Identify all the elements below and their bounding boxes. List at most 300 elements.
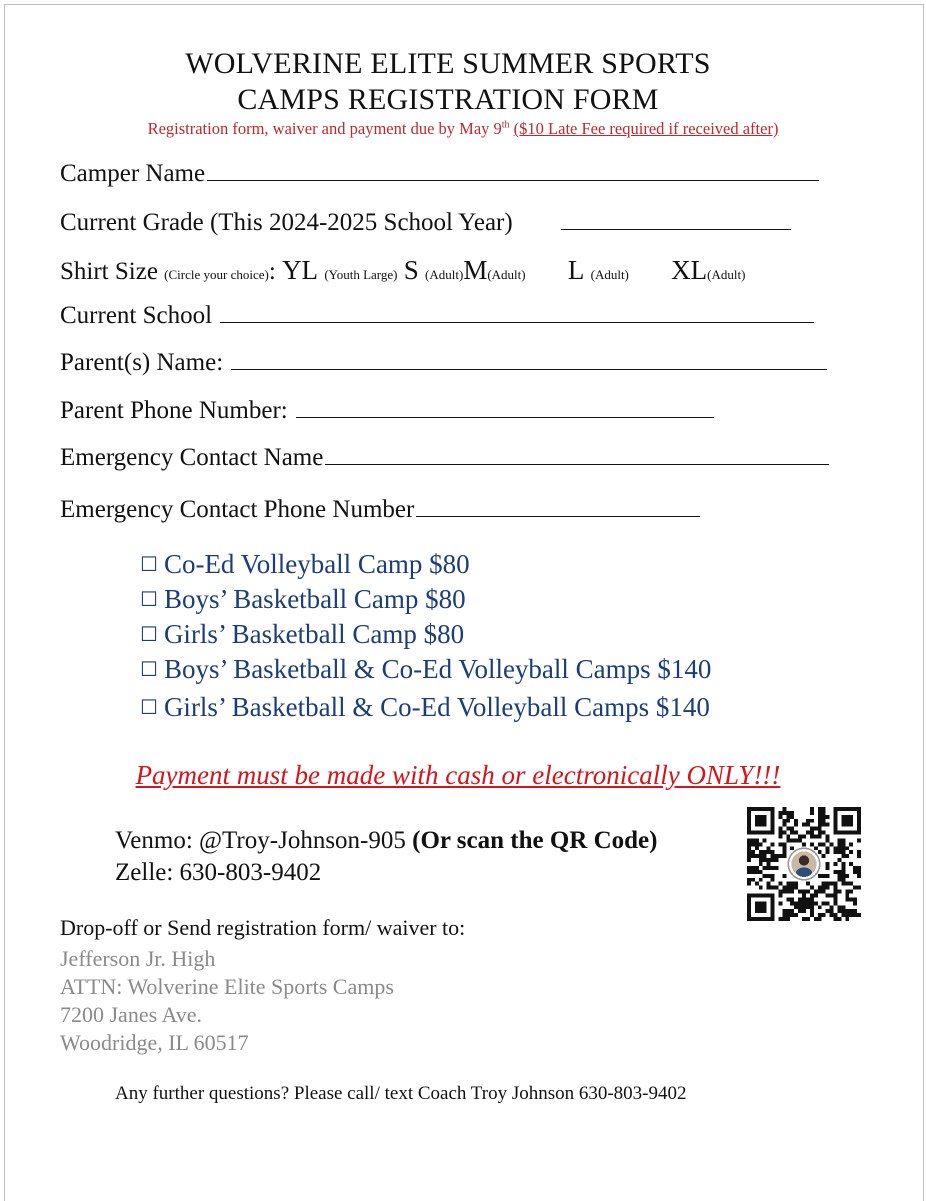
- qr-module: [833, 917, 837, 921]
- size-yl[interactable]: YL: [282, 255, 319, 285]
- qr-module: [747, 838, 751, 842]
- qr-module: [849, 862, 853, 866]
- address-line: 7200 Janes Ave.: [60, 1002, 202, 1027]
- qr-module: [837, 858, 841, 862]
- qr-module: [771, 854, 775, 858]
- qr-module: [845, 909, 849, 913]
- qr-module: [826, 909, 830, 913]
- qr-module: [794, 819, 798, 823]
- qr-module: [786, 811, 790, 815]
- qr-module: [837, 838, 841, 842]
- qr-module: [778, 811, 782, 815]
- qr-module: [826, 835, 830, 839]
- qr-module: [830, 909, 834, 913]
- qr-module: [845, 913, 849, 917]
- camp-option[interactable]: [140, 583, 466, 617]
- qr-module: [810, 811, 814, 815]
- camp-option[interactable]: [140, 548, 470, 582]
- qr-module: [790, 909, 794, 913]
- qr-module: [763, 866, 767, 870]
- qr-module: [826, 846, 830, 850]
- qr-module: [818, 850, 822, 854]
- qr-module: [841, 866, 845, 870]
- qr-module: [759, 854, 763, 858]
- qr-module: [747, 842, 751, 846]
- qr-module: [771, 866, 775, 870]
- emergency-phone-line[interactable]: [416, 496, 700, 517]
- qr-module: [782, 854, 786, 858]
- camp-option-label: Girls’ Basketball & Co-Ed Volleyball Camps $140: [163, 692, 710, 722]
- checkbox-icon[interactable]: ☐: [140, 552, 158, 576]
- qr-module: [857, 870, 861, 874]
- qr-module: [786, 913, 790, 917]
- size-m[interactable]: M: [463, 255, 488, 285]
- qr-module: [755, 882, 759, 886]
- qr-module: [778, 827, 782, 831]
- qr-module: [786, 917, 790, 921]
- checkbox-icon[interactable]: ☐: [140, 587, 158, 611]
- deadline-text: Registration form, waiver and payment due by May 9: [147, 119, 502, 138]
- qr-module: [771, 850, 775, 854]
- qr-module: [810, 835, 814, 839]
- qr-module: [822, 901, 826, 905]
- qr-module: [826, 850, 830, 854]
- parent-phone-line[interactable]: [296, 397, 714, 418]
- qr-module: [778, 854, 782, 858]
- qr-module: [802, 842, 806, 846]
- qr-module: [790, 886, 794, 890]
- qr-module: [790, 838, 794, 842]
- qr-module: [826, 893, 830, 897]
- qr-module: [767, 858, 771, 862]
- qr-module: [806, 819, 810, 823]
- camper-name-field: [60, 159, 819, 189]
- qr-module: [833, 901, 837, 905]
- qr-module: [747, 850, 751, 854]
- qr-module: [810, 909, 814, 913]
- size-xl[interactable]: XL: [671, 255, 708, 285]
- parent-name-field: [60, 348, 827, 378]
- qr-module: [857, 886, 861, 890]
- camp-option-label: Boys’ Basketball & Co-Ed Volleyball Camps $140: [163, 654, 712, 684]
- qr-module: [810, 901, 814, 905]
- emergency-name-field: [60, 443, 829, 473]
- size-xl-note: (Adult): [707, 267, 746, 282]
- qr-module: [790, 897, 794, 901]
- qr-module: [818, 815, 822, 819]
- qr-module: [822, 874, 826, 878]
- qr-module: [814, 890, 818, 894]
- shirt-size-label: Shirt Size: [60, 258, 158, 285]
- qr-module: [790, 901, 794, 905]
- qr-module: [849, 890, 853, 894]
- qr-module: [833, 882, 837, 886]
- qr-module: [833, 893, 837, 897]
- qr-module: [845, 890, 849, 894]
- qr-module: [802, 905, 806, 909]
- qr-module: [822, 811, 826, 815]
- qr-module: [759, 886, 763, 890]
- qr-module: [759, 850, 763, 854]
- qr-module: [853, 870, 857, 874]
- camper-name-line[interactable]: [207, 160, 819, 181]
- qr-module: [830, 882, 834, 886]
- address-line: Jefferson Jr. High: [60, 946, 216, 971]
- checkbox-icon[interactable]: ☐: [140, 622, 158, 646]
- qr-module: [782, 913, 786, 917]
- qr-module: [806, 917, 810, 921]
- qr-module: [841, 862, 845, 866]
- qr-module: [826, 823, 830, 827]
- qr-module: [786, 827, 790, 831]
- parent-phone-label: Parent Phone Number:: [60, 397, 288, 424]
- qr-module: [778, 893, 782, 897]
- qr-module: [826, 874, 830, 878]
- qr-module: [782, 886, 786, 890]
- qr-module: [802, 893, 806, 897]
- qr-module: [790, 811, 794, 815]
- qr-module: [790, 882, 794, 886]
- title-line-1: WOLVERINE ELITE SUMMER SPORTS: [185, 47, 711, 80]
- qr-module: [798, 897, 802, 901]
- zelle-line: Zelle: 630-803-9402: [115, 859, 322, 886]
- qr-module: [826, 838, 830, 842]
- qr-module: [853, 897, 857, 901]
- current-grade-line[interactable]: [561, 209, 791, 230]
- qr-module: [782, 811, 786, 815]
- qr-module: [771, 878, 775, 882]
- qr-module: [802, 917, 806, 921]
- size-yl-note: (Youth Large): [324, 267, 398, 282]
- qr-module: [818, 874, 822, 878]
- camp-option[interactable]: [140, 618, 464, 652]
- qr-module: [857, 854, 861, 858]
- qr-module: [786, 882, 790, 886]
- parent-name-label: Parent(s) Name:: [60, 349, 224, 376]
- deadline-sup: th: [501, 119, 510, 131]
- shirt-size-colon: :: [268, 258, 276, 285]
- qr-module: [853, 909, 857, 913]
- qr-module: [802, 901, 806, 905]
- qr-module: [786, 835, 790, 839]
- qr-module: [782, 823, 786, 827]
- qr-module: [833, 913, 837, 917]
- emergency-phone-field: [60, 495, 700, 525]
- qr-module: [818, 819, 822, 823]
- qr-module: [853, 901, 857, 905]
- qr-module: [822, 913, 826, 917]
- qr-module: [747, 854, 751, 858]
- qr-module: [818, 917, 822, 921]
- qr-module: [845, 846, 849, 850]
- qr-module: [778, 835, 782, 839]
- shirt-size-field: [60, 255, 745, 290]
- qr-module: [755, 838, 759, 842]
- camp-option[interactable]: [140, 691, 710, 725]
- qr-module: [802, 897, 806, 901]
- qr-module: [841, 905, 845, 909]
- current-grade-field: [60, 208, 791, 238]
- emergency-name-label: Emergency Contact Name: [60, 444, 324, 471]
- qr-module: [786, 819, 790, 823]
- current-school-field: [60, 301, 814, 331]
- qr-module: [794, 886, 798, 890]
- qr-module: [790, 890, 794, 894]
- qr-module: [755, 842, 759, 846]
- qr-module: [810, 905, 814, 909]
- contact-footer: Any further questions? Please call/ text Coach Troy Johnson 630-803-9402: [115, 1083, 687, 1104]
- qr-module: [845, 897, 849, 901]
- qr-module: [826, 882, 830, 886]
- qr-module: [798, 905, 802, 909]
- qr-module: [818, 842, 822, 846]
- qr-module: [759, 842, 763, 846]
- qr-module: [826, 866, 830, 870]
- qr-module: [751, 866, 755, 870]
- qr-module: [845, 874, 849, 878]
- qr-module: [778, 890, 782, 894]
- qr-module: [759, 878, 763, 882]
- qr-module: [841, 878, 845, 882]
- qr-module: [841, 846, 845, 850]
- qr-module: [845, 882, 849, 886]
- qr-module: [818, 823, 822, 827]
- qr-module: [782, 807, 786, 811]
- checkbox-icon[interactable]: ☐: [140, 695, 158, 719]
- qr-module: [751, 850, 755, 854]
- size-l[interactable]: L: [567, 255, 585, 285]
- camper-name-label: Camper Name: [60, 160, 206, 187]
- qr-module: [818, 827, 822, 831]
- qr-module: [837, 878, 841, 882]
- qr-module: [818, 811, 822, 815]
- size-m-note: (Adult): [487, 267, 526, 282]
- qr-module: [771, 842, 775, 846]
- qr-module: [771, 874, 775, 878]
- shirt-size-hint: (Circle your choice): [164, 267, 269, 282]
- qr-module: [782, 842, 786, 846]
- qr-module: [810, 913, 814, 917]
- qr-module: [794, 901, 798, 905]
- current-school-line[interactable]: [220, 302, 814, 323]
- camp-option-label: Co-Ed Volleyball Camp $80: [163, 549, 470, 579]
- qr-module: [837, 890, 841, 894]
- qr-module: [853, 866, 857, 870]
- qr-module: [818, 807, 822, 811]
- qr-module: [759, 870, 763, 874]
- qr-module: [798, 909, 802, 913]
- qr-module: [786, 890, 790, 894]
- qr-module: [778, 882, 782, 886]
- qr-module: [747, 866, 751, 870]
- qr-module: [849, 882, 853, 886]
- qr-module: [790, 815, 794, 819]
- qr-module: [802, 890, 806, 894]
- qr-module: [822, 807, 826, 811]
- qr-module: [841, 913, 845, 917]
- qr-module: [798, 890, 802, 894]
- qr-module: [810, 807, 814, 811]
- qr-module: [810, 831, 814, 835]
- qr-module: [790, 846, 794, 850]
- qr-module: [778, 815, 782, 819]
- qr-module: [837, 917, 841, 921]
- current-school-label: Current School: [60, 302, 213, 329]
- emergency-name-line[interactable]: [325, 444, 829, 465]
- qr-module: [794, 882, 798, 886]
- qr-module: [818, 835, 822, 839]
- camp-option-label: Girls’ Basketball Camp $80: [163, 619, 465, 649]
- registration-form-page: [4, 4, 924, 1201]
- qr-module: [771, 858, 775, 862]
- qr-module: [822, 815, 826, 819]
- qr-module: [837, 870, 841, 874]
- qr-module: [837, 846, 841, 850]
- camp-option[interactable]: [140, 653, 711, 687]
- qr-module: [849, 842, 853, 846]
- qr-module: [837, 842, 841, 846]
- qr-module: [782, 917, 786, 921]
- venmo-line: [115, 827, 657, 855]
- qr-module: [806, 831, 810, 835]
- qr-module: [857, 850, 861, 854]
- qr-module: [837, 850, 841, 854]
- qr-module: [853, 886, 857, 890]
- qr-module: [778, 917, 782, 921]
- qr-module: [814, 917, 818, 921]
- qr-module: [822, 823, 826, 827]
- qr-module: [810, 819, 814, 823]
- qr-module: [806, 882, 810, 886]
- qr-module: [818, 913, 822, 917]
- qr-module: [837, 874, 841, 878]
- qr-module: [849, 913, 853, 917]
- qr-module: [782, 909, 786, 913]
- qr-module: [857, 838, 861, 842]
- qr-module: [775, 866, 779, 870]
- qr-module: [794, 838, 798, 842]
- qr-module: [767, 862, 771, 866]
- qr-module: [775, 886, 779, 890]
- qr-module: [794, 905, 798, 909]
- late-fee-note: ($10 Late Fee required if received after): [513, 119, 779, 138]
- qr-module: [798, 835, 802, 839]
- qr-module: [830, 905, 834, 909]
- parent-name-line[interactable]: [231, 349, 827, 370]
- qr-module: [802, 823, 806, 827]
- qr-module: [763, 850, 767, 854]
- qr-module: [751, 838, 755, 842]
- qr-module: [826, 886, 830, 890]
- qr-module: [747, 846, 751, 850]
- checkbox-icon[interactable]: ☐: [140, 657, 158, 681]
- current-grade-label: Current Grade (This 2024-2025 School Year): [60, 209, 513, 236]
- qr-module: [822, 890, 826, 894]
- qr-module: [857, 866, 861, 870]
- qr-module: [767, 866, 771, 870]
- qr-module: [782, 819, 786, 823]
- qr-code-icon[interactable]: [747, 807, 861, 921]
- qr-module: [857, 874, 861, 878]
- qr-module: [833, 862, 837, 866]
- qr-module: [767, 874, 771, 878]
- qr-module: [782, 874, 786, 878]
- qr-module: [786, 886, 790, 890]
- qr-module: [818, 831, 822, 835]
- size-l-note: (Adult): [590, 267, 629, 282]
- qr-module: [822, 831, 826, 835]
- qr-module: [747, 882, 751, 886]
- camp-option-label: Boys’ Basketball Camp $80: [163, 584, 466, 614]
- venmo-qr-note: (Or scan the QR Code): [412, 827, 658, 854]
- qr-module: [806, 901, 810, 905]
- qr-module: [790, 831, 794, 835]
- qr-module: [818, 890, 822, 894]
- qr-module: [806, 890, 810, 894]
- qr-module: [747, 858, 751, 862]
- qr-module: [755, 854, 759, 858]
- qr-module: [830, 913, 834, 917]
- qr-module: [841, 909, 845, 913]
- size-s[interactable]: S: [403, 255, 419, 285]
- payment-notice: Payment must be made with cash or electronically ONLY!!!: [135, 760, 781, 790]
- qr-module: [763, 854, 767, 858]
- qr-module: [849, 897, 853, 901]
- qr-module: [767, 886, 771, 890]
- qr-module: [822, 886, 826, 890]
- qr-module: [833, 870, 837, 874]
- qr-module: [810, 886, 814, 890]
- qr-module: [853, 913, 857, 917]
- qr-module: [794, 831, 798, 835]
- qr-module: [747, 870, 751, 874]
- qr-module: [810, 827, 814, 831]
- qr-module: [759, 862, 763, 866]
- qr-module: [778, 901, 782, 905]
- qr-module: [810, 842, 814, 846]
- dropoff-heading: Drop-off or Send registration form/ waiver to:: [60, 915, 466, 940]
- qr-module: [841, 874, 845, 878]
- address-line: Woodridge, IL 60517: [60, 1030, 249, 1055]
- qr-module: [849, 909, 853, 913]
- qr-module: [786, 897, 790, 901]
- venmo-handle: Venmo: @Troy-Johnson-905: [115, 827, 406, 854]
- qr-module: [755, 846, 759, 850]
- qr-module: [822, 854, 826, 858]
- qr-module: [751, 878, 755, 882]
- emergency-phone-label: Emergency Contact Phone Number: [60, 496, 415, 523]
- qr-module: [849, 850, 853, 854]
- qr-module: [782, 831, 786, 835]
- qr-module: [751, 842, 755, 846]
- qr-module: [833, 886, 837, 890]
- qr-module: [814, 893, 818, 897]
- qr-module: [810, 897, 814, 901]
- qr-module: [810, 893, 814, 897]
- qr-module: [845, 917, 849, 921]
- qr-module: [751, 854, 755, 858]
- qr-module: [841, 870, 845, 874]
- qr-module: [794, 823, 798, 827]
- qr-module: [763, 874, 767, 878]
- qr-module: [790, 913, 794, 917]
- qr-module: [833, 890, 837, 894]
- qr-module: [841, 882, 845, 886]
- qr-module: [826, 901, 830, 905]
- qr-module: [818, 905, 822, 909]
- qr-module: [802, 909, 806, 913]
- qr-module: [763, 838, 767, 842]
